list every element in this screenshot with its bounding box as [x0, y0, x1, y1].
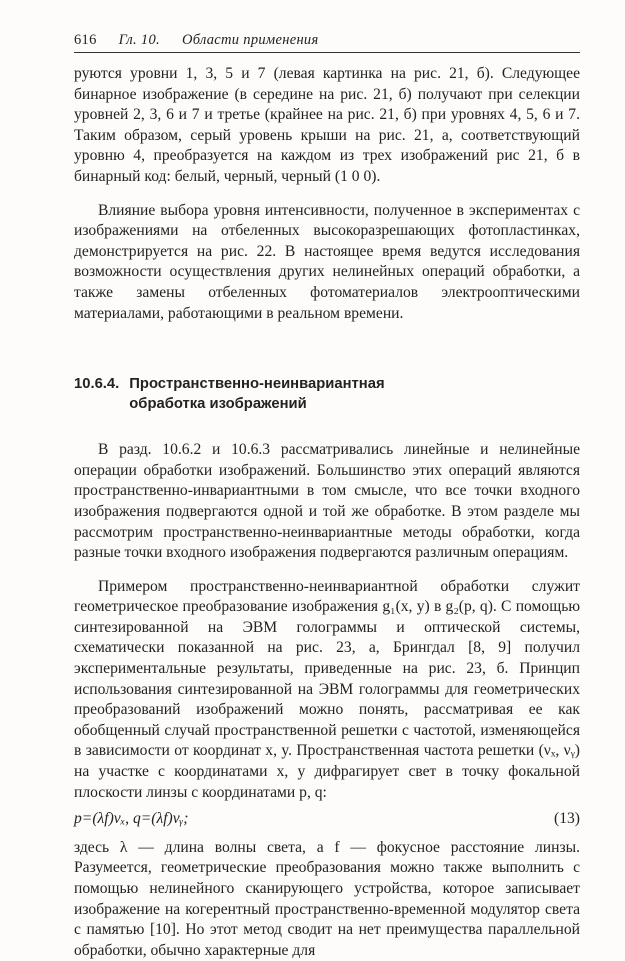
section-title-line2: обработка изображений	[129, 396, 307, 413]
paragraph-intensity-levels: Влияние выбора уровня интенсивности, полученное в экспериментах с изображениями на отбеленных высокоразрешающих фотопластинках, демонстрируется на рис. 22. В настоящее время ведутся исследования возможности осуществления других нелинейных операций обработки, а также замены отбеленных фотоматериалов электрооптическими материалами, работающими в реальном времени.	[74, 201, 580, 322]
paragraph-invariant-ops: В разд. 10.6.2 и 10.6.3 рассматривались линейные и нелинейные операции обработки изображений. Большинство этих операций являются пространственно-инвариантными в том смысле, что все точки входного изображения подвергаются одной и той же обработке. В этом разделе мы рассмотрим пространственно-неинвариантные методы обработки, когда разные точки входного изображения подвергаются различным операциям.	[74, 441, 580, 562]
page-body	[74, 64, 580, 961]
section-heading	[74, 374, 580, 414]
chapter-title: Области применения	[181, 32, 319, 48]
paragraph-continuation: руются уровни 1, 3, 5 и 7 (левая картинка на рис. 21, б). Следующее бинарное изображение (в середине на рис. 21, б) получают при селекции уровней 2, 3, 6 и 7 и третье (крайнее на рис. 21, б) при уровнях 4, 5, 6 и 7. Таким образом, серый уровень крыши на рис. 21, а, соответствующий уровню 4, преобразуется на каждом из трех изображений рис 21, б в бинарный код: белый, черный, черный (1 0 0).	[74, 65, 580, 185]
page-number: 616	[74, 32, 97, 48]
paragraph-equation-explanation: здесь λ — длина волны света, а f — фокусное расстояние линзы. Разумеется, геометрические преобразования можно также выполнить с помощью нелинейного сканирующего устройства, которое записывает изображение на когерентный пространственно-временной модулятор света с памятью [10]. Но этот метод сводит на нет преимущества параллельной обработки, обычно характерные для	[74, 838, 580, 959]
running-head	[74, 32, 580, 53]
chapter-label: Гл. 10.	[118, 32, 160, 48]
equation-13	[74, 809, 580, 830]
section-number: 10.6.4.	[74, 376, 120, 393]
equation-number: (13)	[554, 810, 580, 828]
equation-formula: p=(λf)νₓ, q=(λf)νᵧ;	[74, 810, 189, 828]
section-title-line1: Пространственно-неинвариантная	[129, 376, 385, 393]
paragraph-geometric-transform: Примером пространственно-неинвариантной обработки служит геометрическое преобразование изображения g₁(x, y) в g₂(p, q). С помощью синтезированной на ЭВМ голограммы и оптической системы, схематически показанной на рис. 23, а, Брингдал [8, 9] получил экспериментальные результаты, приведенные на рис. 23, б. Принцип использования синтезированной на ЭВМ голограммы для геометрических преобразований изображений можно понять, рассматривая ее как обобщенный случай пространственной решетки с частотой, изменяющейся в зависимости от координат x, y. Пространственная частота решетки (νₓ, νᵧ) на участке с координатами x, y дифрагирует свет в точку фокальной плоскости линзы с координатами p, q:	[74, 577, 580, 801]
